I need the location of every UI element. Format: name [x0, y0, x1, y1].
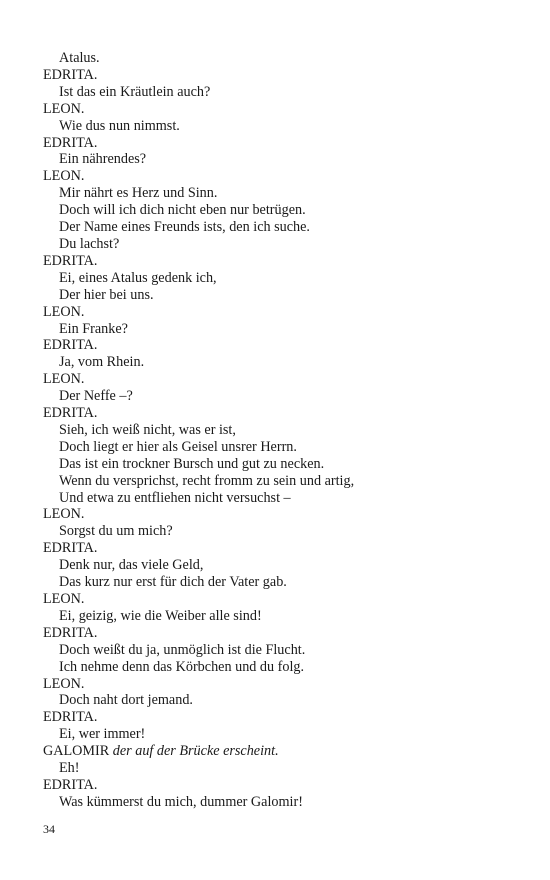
- speaker-label: LEON.: [43, 303, 85, 320]
- verse-text: Sieh, ich weiß nicht, was er ist,: [59, 421, 236, 438]
- speaker-name: [43, 506, 523, 523]
- verse-text: Eh!: [59, 760, 80, 777]
- verse-line: [43, 760, 523, 777]
- verse-text: Ei, geizig, wie die Weiber alle sind!: [59, 607, 262, 624]
- speaker-label: EDRITA.: [43, 134, 98, 151]
- verse-text: Wenn du versprichst, recht fromm zu sein und artig,: [59, 472, 355, 489]
- verse-line: [43, 202, 523, 219]
- verse-text: Ja, vom Rhein.: [59, 354, 145, 371]
- verse-text: Atalus.: [59, 50, 100, 66]
- speaker-name: [43, 625, 523, 642]
- verse-line: [43, 608, 523, 625]
- speaker-name: [43, 371, 523, 388]
- verse-line: [43, 219, 523, 236]
- verse-line: [43, 270, 523, 287]
- verse-text: Wie dus nun nimmst.: [59, 117, 180, 134]
- verse-line: [43, 287, 523, 304]
- speaker-name: [43, 101, 523, 118]
- verse-line: [43, 794, 523, 811]
- verse-line: [43, 473, 523, 490]
- verse-line: [43, 642, 523, 659]
- verse-line: [43, 118, 523, 135]
- verse-line: [43, 456, 523, 473]
- verse-text: Das kurz nur erst für dich der Vater gab.: [59, 574, 287, 591]
- verse-line: [43, 84, 523, 101]
- verse-text: Ist das ein Kräutlein auch?: [59, 83, 211, 100]
- page-number: 34: [43, 822, 55, 836]
- verse-line: [43, 388, 523, 405]
- speaker-name: [43, 405, 523, 422]
- stage-direction: der auf der Brücke erscheint.: [112, 743, 279, 760]
- speaker-label: LEON.: [43, 675, 85, 692]
- verse-text: Sorgst du um mich?: [59, 523, 173, 540]
- verse-text: Ei, wer immer!: [59, 726, 146, 743]
- speaker-label: EDRITA.: [43, 405, 98, 422]
- verse-line: [43, 692, 523, 709]
- speaker-label: LEON.: [43, 506, 85, 523]
- speaker-name: [43, 540, 523, 557]
- speaker-label: GALOMIR: [43, 743, 110, 760]
- speaker-name: [43, 67, 523, 84]
- verse-line: [43, 523, 523, 540]
- speaker-name: [43, 676, 523, 693]
- speaker-name: [43, 253, 523, 270]
- verse-line: [43, 490, 523, 507]
- speaker-label: EDRITA.: [43, 624, 98, 641]
- verse-text: Denk nur, das viele Geld,: [59, 557, 204, 574]
- verse-line: [43, 236, 523, 253]
- verse-text: Doch naht dort jemand.: [59, 692, 193, 709]
- speaker-label: EDRITA.: [43, 709, 98, 726]
- verse-text: Und etwa zu entfliehen nicht versuchst –: [59, 489, 291, 506]
- speaker-label: EDRITA.: [43, 66, 98, 83]
- verse-line: [43, 439, 523, 456]
- speaker-label: LEON.: [43, 100, 85, 117]
- verse-text: Mir nährt es Herz und Sinn.: [59, 185, 218, 202]
- verse-text: Ich nehme denn das Körbchen und du folg.: [59, 658, 305, 675]
- verse-text: Der Neffe –?: [59, 388, 133, 405]
- verse-text: Ei, eines Atalus gedenk ich,: [59, 269, 217, 286]
- verse-line: [43, 185, 523, 202]
- verse-line: [43, 151, 523, 168]
- verse-line: [43, 659, 523, 676]
- verse-text: Doch liegt er hier als Geisel unsrer Herrn.: [59, 438, 297, 455]
- verse-line: [43, 574, 523, 591]
- speaker-name: [43, 168, 523, 185]
- verse-line: [43, 354, 523, 371]
- verse-text: Der hier bei uns.: [59, 286, 154, 303]
- verse-text: Doch weißt du ja, unmöglich ist die Flucht.: [59, 641, 306, 658]
- speaker-name: [43, 304, 523, 321]
- speaker-name: [43, 337, 523, 354]
- speaker-name: [43, 135, 523, 152]
- speaker-name: [43, 709, 523, 726]
- speaker-label: LEON.: [43, 591, 85, 607]
- speaker-label: LEON.: [43, 168, 85, 185]
- verse-line: [43, 321, 523, 338]
- verse-text: Das ist ein trockner Bursch und gut zu necken.: [59, 455, 325, 472]
- speaker-label: EDRITA.: [43, 252, 98, 269]
- verse-line: [43, 50, 523, 67]
- speaker-name: [43, 591, 523, 608]
- speaker-name: [43, 743, 523, 760]
- play-text: [43, 50, 523, 811]
- speaker-label: LEON.: [43, 371, 85, 388]
- speaker-label: EDRITA.: [43, 776, 98, 793]
- verse-text: Doch will ich dich nicht eben nur betrügen.: [59, 202, 306, 219]
- speaker-label: EDRITA.: [43, 540, 98, 557]
- verse-text: Der Name eines Freunds ists, den ich suche.: [59, 219, 310, 236]
- verse-text: Du lachst?: [59, 235, 120, 252]
- verse-line: [43, 422, 523, 439]
- verse-text: Ein Franke?: [59, 320, 128, 337]
- verse-line: [43, 557, 523, 574]
- verse-text: Was kümmerst du mich, dummer Galomir!: [59, 793, 303, 810]
- verse-line: [43, 726, 523, 743]
- speaker-name: [43, 777, 523, 794]
- speaker-label: EDRITA.: [43, 337, 98, 354]
- verse-text: Ein nährendes?: [59, 151, 147, 168]
